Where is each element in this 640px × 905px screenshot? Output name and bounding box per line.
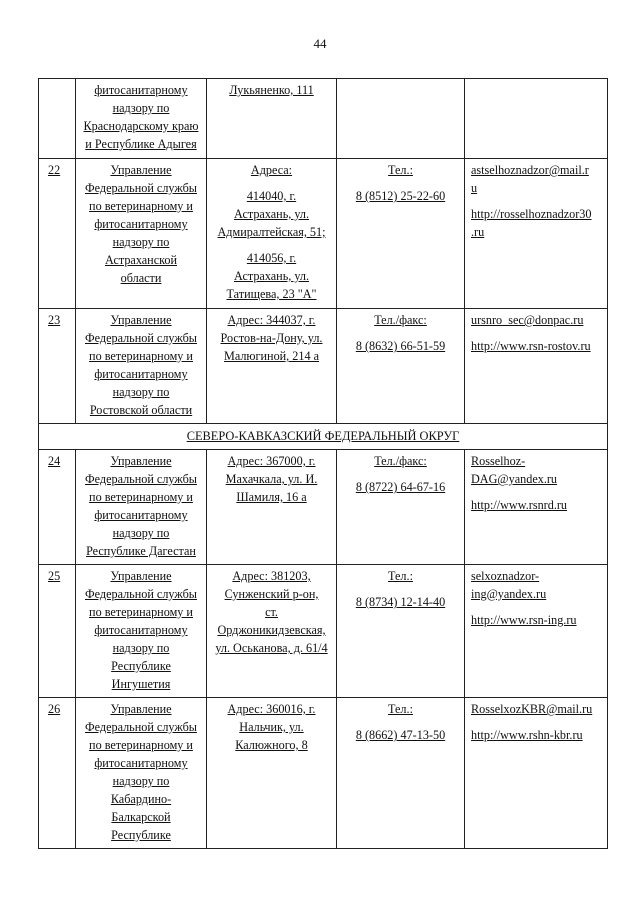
row-number: 26 (39, 698, 76, 849)
web-cell (465, 565, 608, 698)
org-line: Краснодарскому краю (83, 119, 199, 133)
org-line: по ветеринарному и (89, 738, 193, 752)
phone-label: Тел.: (388, 702, 413, 716)
phone-number: 8 (8734) 12-14-40 (355, 595, 446, 609)
address-line: Адрес: 367000, г. (227, 454, 316, 468)
org-line: фитосанитарному (94, 217, 188, 231)
org-line: Управление (110, 313, 172, 327)
org-line: по ветеринарному и (89, 349, 193, 363)
phone-number: 8 (8722) 64-67-16 (355, 480, 446, 494)
org-line: Федеральной службы (85, 331, 197, 345)
address-line: Татищева, 23 "А" (226, 287, 317, 301)
organization-cell (76, 309, 207, 424)
address-cell (207, 159, 337, 309)
address-line: Адрес: 360016, г. (227, 702, 316, 716)
org-line: Астраханской (104, 253, 178, 267)
org-line: Балкарской (111, 810, 171, 824)
address-line: Шамиля, 16 а (236, 490, 307, 504)
address-line: ул. Оськанова, д. 61/4 (215, 641, 328, 655)
phone-cell (337, 565, 465, 698)
phone-label: Тел.: (388, 163, 413, 177)
phone-cell (337, 450, 465, 565)
address-cell (207, 79, 337, 159)
organization-cell (76, 698, 207, 849)
org-line: по ветеринарному и (89, 490, 193, 504)
organization-cell (76, 450, 207, 565)
address-line: Лукьяненко, 111 (229, 83, 314, 97)
table-row (39, 698, 608, 849)
web-cell (465, 698, 608, 849)
phone-label: Тел./факс: (374, 454, 427, 468)
table-row (39, 159, 608, 309)
table-row (39, 450, 608, 565)
web-cell (465, 159, 608, 309)
email-link[interactable]: DAG@yandex.ru (471, 472, 558, 486)
address-line: Махачкала, ул. И. (225, 472, 318, 486)
page-number: 44 (313, 36, 327, 51)
phone-number: 8 (8512) 25-22-60 (355, 189, 446, 203)
row-number-cell (39, 79, 76, 159)
website-link[interactable]: http://rosselhoznadzor30 (471, 207, 592, 221)
website-link[interactable]: http://www.rsn-rostov.ru (471, 339, 591, 353)
region-header: СЕВЕРО-КАВКАЗСКИЙ ФЕДЕРАЛЬНЫЙ ОКРУГ (39, 424, 608, 450)
email-link[interactable]: astselhoznadzor@mail.r (471, 163, 589, 177)
org-line: надзору по (112, 774, 170, 788)
org-line: фитосанитарному (94, 623, 188, 637)
address-line: Нальчик, ул. (239, 720, 304, 734)
address-heading: Адреса: (250, 163, 293, 177)
phone-cell (337, 309, 465, 424)
email-link[interactable]: Rosselhoz- (471, 454, 526, 468)
address-line: 414040, г. (246, 189, 297, 203)
phone-cell (337, 79, 465, 159)
address-line: Адрес: 381203, (232, 569, 311, 583)
org-line: Управление (110, 702, 172, 716)
org-line: и Республике Адыгея (85, 137, 197, 151)
table-row-continuation (39, 79, 608, 159)
org-line: надзору по (112, 235, 170, 249)
org-line: надзору по (112, 385, 170, 399)
org-line: по ветеринарному и (89, 605, 193, 619)
address-line: Малюгиной, 214 а (223, 349, 320, 363)
email-link[interactable]: selxoznadzor- (471, 569, 540, 583)
address-line: Астрахань, ул. (233, 269, 310, 283)
phone-cell (337, 698, 465, 849)
organization-cell (76, 565, 207, 698)
org-line: Федеральной службы (85, 472, 197, 486)
web-cell (465, 79, 608, 159)
org-line: Федеральной службы (85, 720, 197, 734)
org-line: Управление (110, 163, 172, 177)
org-line: Кабардино- (110, 792, 172, 806)
table-row (39, 309, 608, 424)
org-line: Республике Дагестан (86, 544, 196, 558)
email-link[interactable]: RosselxozKBR@mail.ru (471, 702, 593, 716)
website-link[interactable]: .ru (471, 225, 485, 239)
org-line: Республике (111, 828, 171, 842)
address-line: Сунженский р-он, (224, 587, 319, 601)
website-link[interactable]: http://www.rshn-kbr.ru (471, 728, 583, 742)
address-line: Калюжного, 8 (235, 738, 308, 752)
phone-label: Тел.: (388, 569, 413, 583)
org-line: по ветеринарному и (89, 199, 193, 213)
row-number: 25 (39, 565, 76, 698)
phone-number: 8 (8662) 47-13-50 (355, 728, 446, 742)
org-line: Ингушетия (111, 677, 171, 691)
org-line: надзору по (112, 641, 170, 655)
address-cell (207, 450, 337, 565)
org-line: Федеральной службы (85, 181, 197, 195)
row-number: 22 (39, 159, 76, 309)
email-link[interactable]: ing@yandex.ru (471, 587, 547, 601)
region-header-row (39, 424, 608, 450)
org-line: области (120, 271, 162, 285)
website-link[interactable]: http://www.rsn-ing.ru (471, 613, 577, 627)
address-cell (207, 698, 337, 849)
web-cell (465, 450, 608, 565)
table-row (39, 565, 608, 698)
address-line: ст. (265, 605, 278, 619)
website-link[interactable]: http://www.rsnrd.ru (471, 498, 568, 512)
row-number: 23 (39, 309, 76, 424)
org-line: надзору по (112, 526, 170, 540)
address-line: 414056, г. (246, 251, 297, 265)
address-line: Адрес: 344037, г. (227, 313, 316, 327)
org-line: Республике (111, 659, 171, 673)
org-line: фитосанитарному (94, 367, 188, 381)
organization-cell (76, 159, 207, 309)
address-cell (207, 565, 337, 698)
address-line: Адмиралтейская, 51; (217, 225, 326, 239)
row-number: 24 (39, 450, 76, 565)
organization-cell (76, 79, 207, 159)
registry-table (38, 78, 608, 849)
org-line: Ростовской области (89, 403, 193, 417)
org-line: надзору по (112, 101, 170, 115)
org-line: фитосанитарному (94, 756, 188, 770)
org-line: фитосанитарному (94, 83, 188, 97)
phone-label: Тел./факс: (374, 313, 427, 327)
web-cell (465, 309, 608, 424)
phone-number: 8 (8632) 66-51-59 (355, 339, 446, 353)
address-line: Орджоникидзевская, (217, 623, 326, 637)
address-line: Ростов-на-Дону, ул. (220, 331, 323, 345)
address-line: Астрахань, ул. (233, 207, 310, 221)
address-cell (207, 309, 337, 424)
org-line: Управление (110, 454, 172, 468)
email-link[interactable]: u (471, 181, 478, 195)
org-line: фитосанитарному (94, 508, 188, 522)
org-line: Федеральной службы (85, 587, 197, 601)
org-line: Управление (110, 569, 172, 583)
phone-cell (337, 159, 465, 309)
email-link[interactable]: ursnro_sec@donpac.ru (471, 313, 584, 327)
